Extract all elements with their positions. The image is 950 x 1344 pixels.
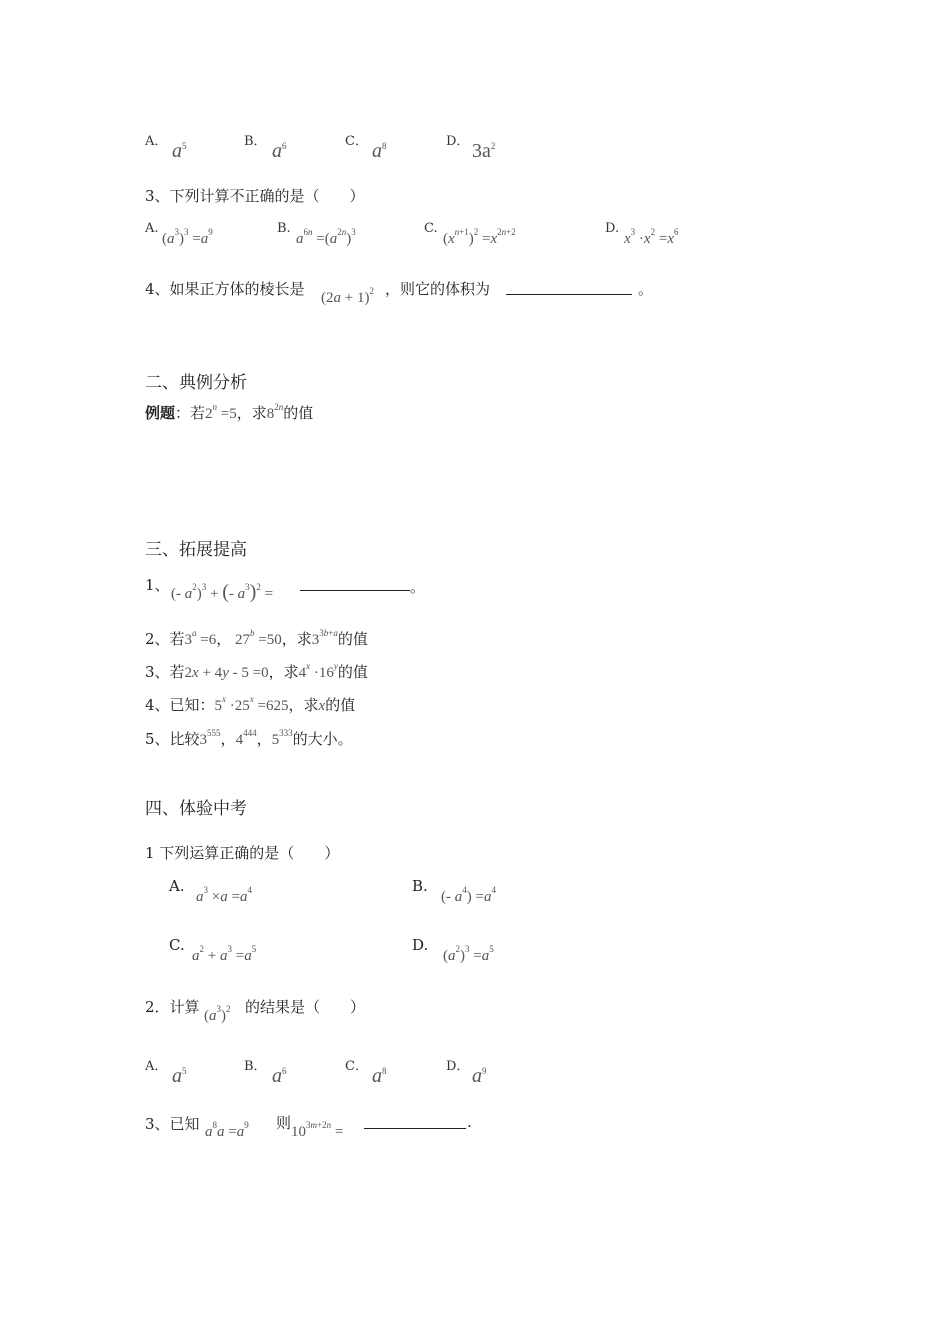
exam-q2-option-b-expression: $a^6$ [272,1065,287,1087]
q3-option-b-label: B. [277,221,291,236]
exam-q1-option-b-expression: (- $a^4) =a^4$ [441,885,496,905]
q3-option-a-expression: $(a^3)^3 =a^9$ [162,227,213,247]
exam-question-3-end: . [467,1113,472,1131]
exam-q1-option-a-expression: $a^3 \times a =a^4$ [196,885,252,905]
exam-q1-option-d-label: D. [412,936,429,954]
exam-q2-option-c-expression: $a^8$ [372,1065,387,1087]
option-c-label: C． [345,134,368,149]
option-b-expression: $a^6$ [272,140,287,162]
q3-option-b-expression: $a^{6n} =(a^{2n})^3$ [296,227,356,247]
exam-question-2-text-after: 的结果是（ ） [245,998,366,1016]
example-line: 例题：若$2^n =5$，求$8^{2n}$的值 [145,402,314,422]
q3-option-c-label: C. [424,221,438,236]
question-4-end: 。 [638,280,654,298]
exam-q3-target: $10^{3m+2n}$ = [291,1120,344,1140]
exam-q1-option-c-expression: $a^2 + a^3 =a^5$ [192,944,257,964]
section-3-heading: 三、拓展提高 [145,540,247,560]
q3-option-d-expression: $x^3 \cdot x^2 =x^6$ [624,227,679,247]
exam-q1-option-c-label: C. [169,936,185,954]
exam-q3-condition: $a^8a =a^9$ [205,1120,249,1140]
section-2-heading: 二、典例分析 [145,373,247,393]
item-1-label: 1、 [145,576,170,594]
item-1-expression: (- $a^2)^3$ + (- $a^3)^2$ = [171,581,274,603]
item-3: 3、若2x + 4y - 5 =0，求$4^x \cdot 16^y$的值 [145,661,368,681]
exam-q2-option-d-label: D． [446,1059,470,1074]
cube-edge-expression: $(2a + 1)^2$ [321,286,374,306]
option-a-expression: $a^5$ [172,140,187,162]
exam-q2-option-a-expression: $a^5$ [172,1065,187,1087]
exam-question-2-text: 2．计算 [145,998,200,1016]
option-c-expression: $a^8$ [372,140,387,162]
item-4: 4、已知：$5^x \cdot 25^x =625$，求x的值 [145,694,356,714]
exam-q2-expression: $(a^3)^2$ [204,1004,231,1024]
item-5: 5、比较$3^{555}$，$4^{444}$，$5^{333}$的大小。 [145,728,353,748]
answer-blank[interactable] [506,280,632,295]
q3-option-c-expression: $(x^{n+1})^2 =x^{2n+2}$ [443,227,516,247]
example-label: 例题 [145,404,176,422]
exam-q2-option-a-label: A． [145,1059,168,1074]
section-4-heading: 四、体验中考 [145,799,247,819]
option-b-label: B． [244,134,267,149]
exam-question-3-text: 3、已知 [145,1115,200,1133]
exam-q2-option-d-expression: $a^9$ [472,1065,487,1087]
item-1-blank[interactable] [300,576,410,591]
exam-q1-option-b-label: B. [412,877,428,895]
option-d-label: D． [446,134,470,149]
example-target: $8^{2n}$ [266,402,284,422]
exam-q3-blank[interactable] [364,1114,466,1129]
exam-question-1-text: 1 下列运算正确的是（ ） [145,844,340,862]
question-4-text: 4、如果正方体的棱长是 [145,280,305,298]
option-d-expression: $3a^2$ [472,140,496,162]
q3-option-d-label: D. [605,221,620,236]
item-1-end: 。 [410,578,426,596]
exam-q2-option-b-label: B． [244,1059,267,1074]
example-condition: $2^n =5$ [205,402,237,422]
option-a-label: A． [145,134,168,149]
exam-question-3-mid: 则 [276,1114,292,1132]
exam-q1-option-d-expression: $(a^2)^3 =a^5$ [443,944,494,964]
exam-q1-option-a-label: A. [169,877,185,895]
question-4-text-after: ，则它的体积为 [385,280,491,298]
q3-option-a-label: A. [145,221,159,236]
item-2: 2、若$3^a =6$， $27^b =50$，求$3^{3b+a}$的值 [145,628,368,648]
exam-q2-option-c-label: C． [345,1059,368,1074]
question-3-text: 3、下列计算不正确的是（ ） [145,187,365,205]
